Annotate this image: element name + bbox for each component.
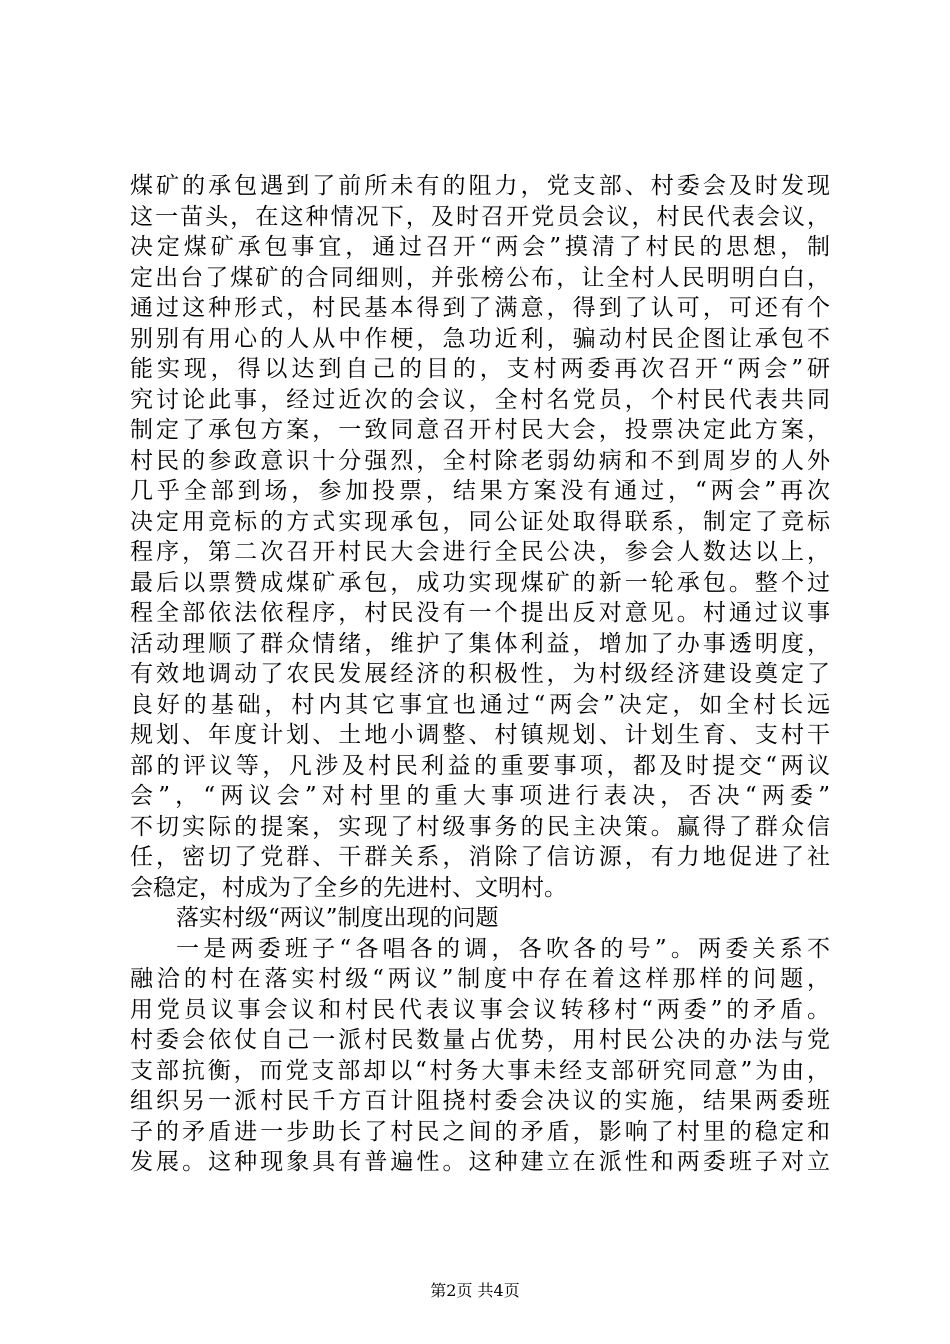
text-line: 村委会依仗自己一派村民数量占优势，用村民公决的办法与党 [130,1027,830,1053]
text-line: 决定用竞标的方式实现承包，同公证处取得联系，制定了竞标 [130,508,830,535]
text-line: 通过这种形式，村民基本得到了满意，得到了认可，可还有个 [130,295,830,321]
text-line: 一是两委班子“各唱各的调，各吹各的号”。两委关系不 [176,935,830,962]
text-line: 程全部依法依程序，村民没有一个提出反对意见。村通过议事 [130,600,830,626]
text-line: 煤矿的承包遇到了前所未有的阻力，党支部、村委会及时发现 [130,173,830,199]
text-line: 最后以票赞成煤矿承包，成功实现煤矿的新一轮承包。整个过 [130,569,830,596]
text-line: 活动理顺了群众情绪，维护了集体利益，增加了办事透明度， [130,630,830,657]
text-line: 落实村级“两议”制度出现的问题 [176,905,499,931]
text-line: 决定煤矿承包事宜，通过召开“两会”摸清了村民的思想，制 [130,234,830,260]
text-line: 定出台了煤矿的合同细则，并张榜公布，让全村人民明明白白， [130,264,830,291]
text-line: 发展。这种现象具有普遍性。这种建立在派性和两委班子对立 [130,1149,830,1175]
text-line: 会稳定，村成为了全乡的先进村、文明村。 [130,874,567,901]
text-line: 任，密切了党群、干群关系，消除了信访源，有力地促进了社 [130,844,830,870]
text-line: 融洽的村在落实村级“两议”制度中存在着这样那样的问题， [130,966,830,992]
text-line: 规划、年度计划、土地小调整、村镇规划、计划生育、支村干 [130,722,830,748]
text-line: 程序，第二次召开村民大会进行全民公决，参会人数达以上， [130,539,830,565]
text-line: 究讨论此事，经过近次的会议，全村名党员，个村民代表共同 [130,386,830,413]
text-line: 村民的参政意识十分强烈，全村除老弱幼病和不到周岁的人外 [130,447,830,474]
text-line: 组织另一派村民千方百计阻挠村委会决议的实施，结果两委班 [130,1088,830,1114]
page-footer: 第2页 共4页 [430,1281,520,1300]
text-line: 支部抗衡，而党支部却以“村务大事未经支部研究同意”为由， [130,1057,830,1084]
text-line: 几乎全部到场，参加投票，结果方案没有通过，“两会”再次 [130,478,830,504]
text-line: 会”，“两议会”对村里的重大事项进行表决，否决“两委” [130,783,830,809]
text-line: 部的评议等，凡涉及村民利益的重要事项，都及时提交“两议 [130,752,830,779]
text-line: 别别有用心的人从中作梗，急功近利，骗动村民企图让承包不 [130,325,830,352]
text-line: 子的矛盾进一步助长了村民之间的矛盾，影响了村里的稳定和 [130,1118,830,1145]
document-body [130,171,830,1178]
text-line: 用党员议事会议和村民代表议事会议转移村“两委”的矛盾。 [130,996,830,1023]
text-line: 不切实际的提案，实现了村级事务的民主决策。赢得了群众信 [130,813,830,840]
text-line: 能实现，得以达到自己的目的，支村两委再次召开“两会”研 [130,356,830,382]
text-line: 良好的基础，村内其它事宜也通过“两会”决定，如全村长远 [130,691,830,718]
text-line: 有效地调动了农民发展经济的积极性，为村级经济建设奠定了 [130,661,830,687]
text-line: 这一苗头，在这种情况下，及时召开党员会议，村民代表会议， [130,203,830,230]
text-line: 制定了承包方案，一致同意召开村民大会，投票决定此方案， [130,417,830,443]
